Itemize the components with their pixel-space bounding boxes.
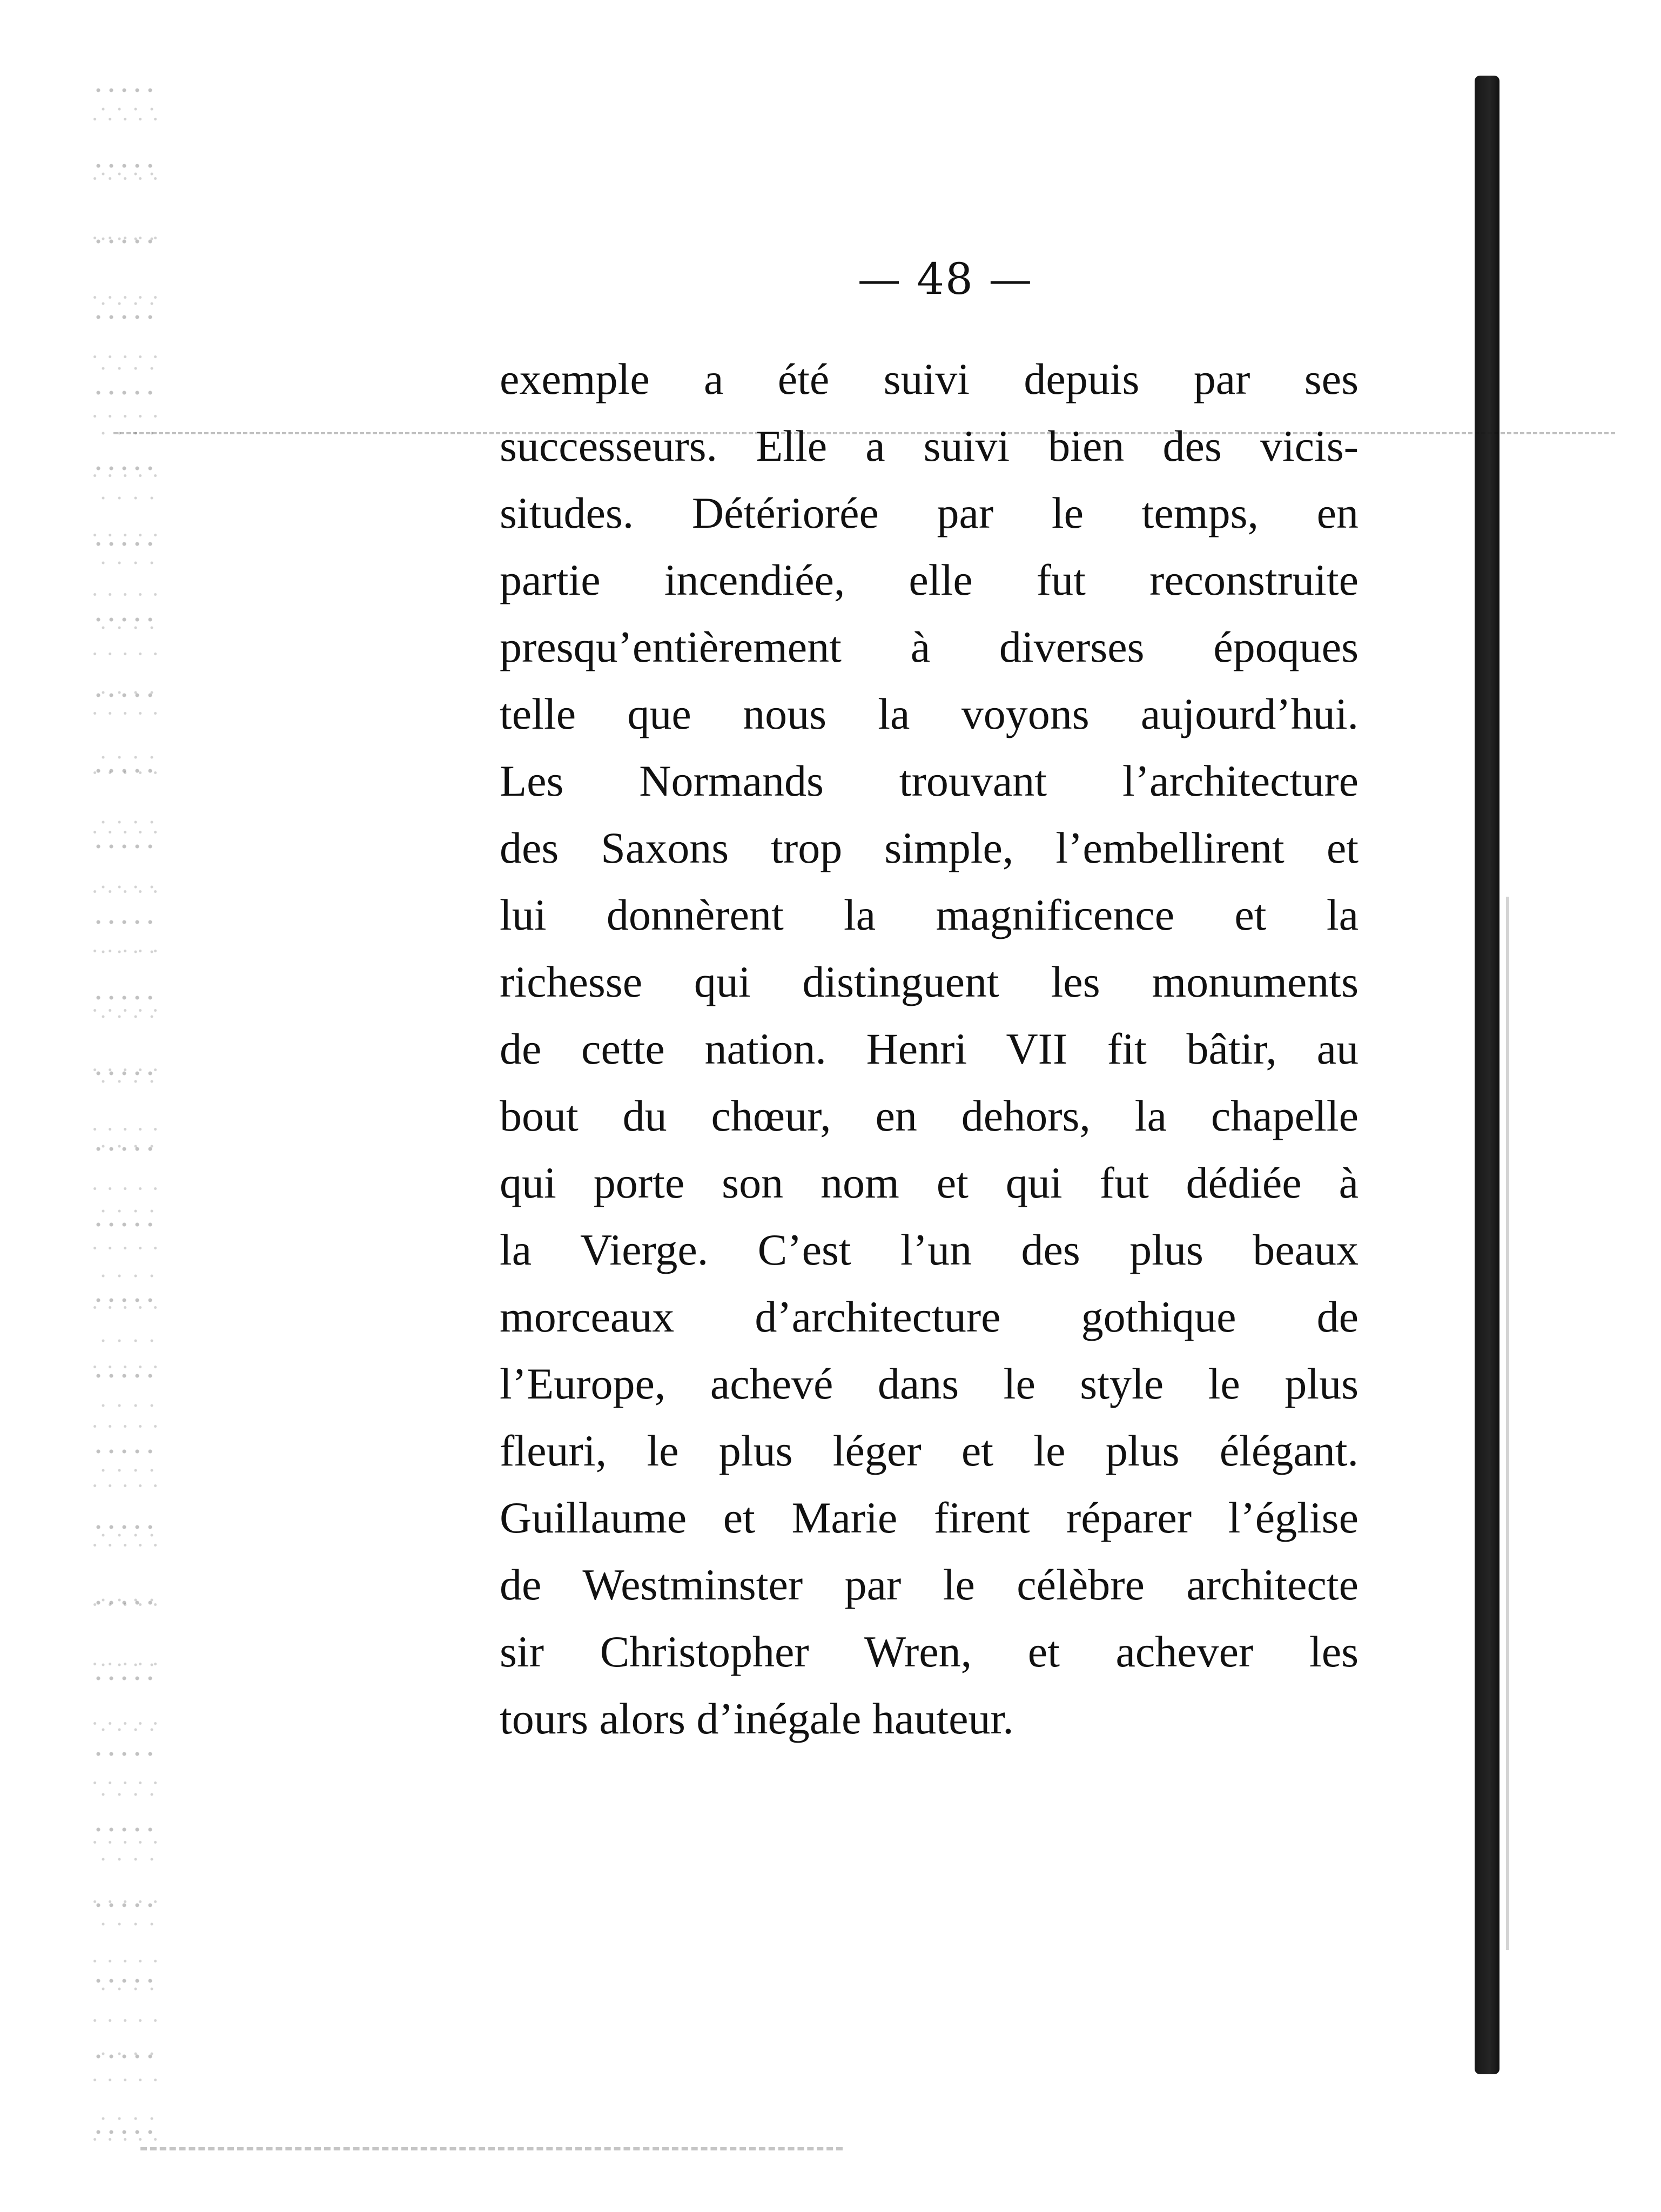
text-line: presqu’entièrement à diverses époques <box>500 622 1359 671</box>
text-line: la Vierge. C’est l’un des plus beaux <box>500 1225 1359 1274</box>
text-line: situdes. Détériorée par le temps, en <box>500 488 1359 537</box>
text-line: exemple a été suivi depuis par ses <box>500 354 1359 404</box>
text-line: bout du chœur, en dehors, la chapelle <box>500 1091 1359 1140</box>
text-line: lui donnèrent la magnificence et la <box>500 890 1359 939</box>
scan-dashed-rule-bottom <box>140 2147 843 2150</box>
book-binding-edge <box>1475 76 1499 2074</box>
text-line: fleuri, le plus léger et le plus élégant. <box>500 1426 1359 1475</box>
text-line: qui porte son nom et qui fut dédiée à <box>500 1158 1359 1207</box>
text-line: de Westminster par le célèbre architecte <box>500 1560 1359 1609</box>
text-line: telle que nous la voyons aujourd’hui. <box>500 689 1359 738</box>
text-line: Guillaume et Marie firent réparer l’église <box>500 1493 1359 1542</box>
text-line: de cette nation. Henri VII fit bâtir, au <box>500 1024 1359 1073</box>
body-text <box>500 346 1359 1752</box>
text-line: tours alors d’inégale hauteur. <box>500 1694 1014 1743</box>
text-line: des Saxons trop simple, l’embellirent et <box>500 823 1359 872</box>
scan-noise-left <box>92 86 157 2171</box>
text-line: richesse qui distinguent les monuments <box>500 957 1359 1006</box>
text-line: Les Normands trouvant l’architecture <box>500 756 1359 805</box>
text-line: morceaux d’architecture gothique de <box>500 1292 1359 1341</box>
text-line: l’Europe, achevé dans le style le plus <box>500 1359 1359 1408</box>
page-number: — 48 — <box>857 254 1033 304</box>
text-line: partie incendiée, elle fut reconstruite <box>500 555 1359 604</box>
text-line: sir Christopher Wren, et achever les <box>500 1627 1359 1676</box>
text-line: successeurs. Elle a suivi bien des vicis- <box>500 421 1359 470</box>
